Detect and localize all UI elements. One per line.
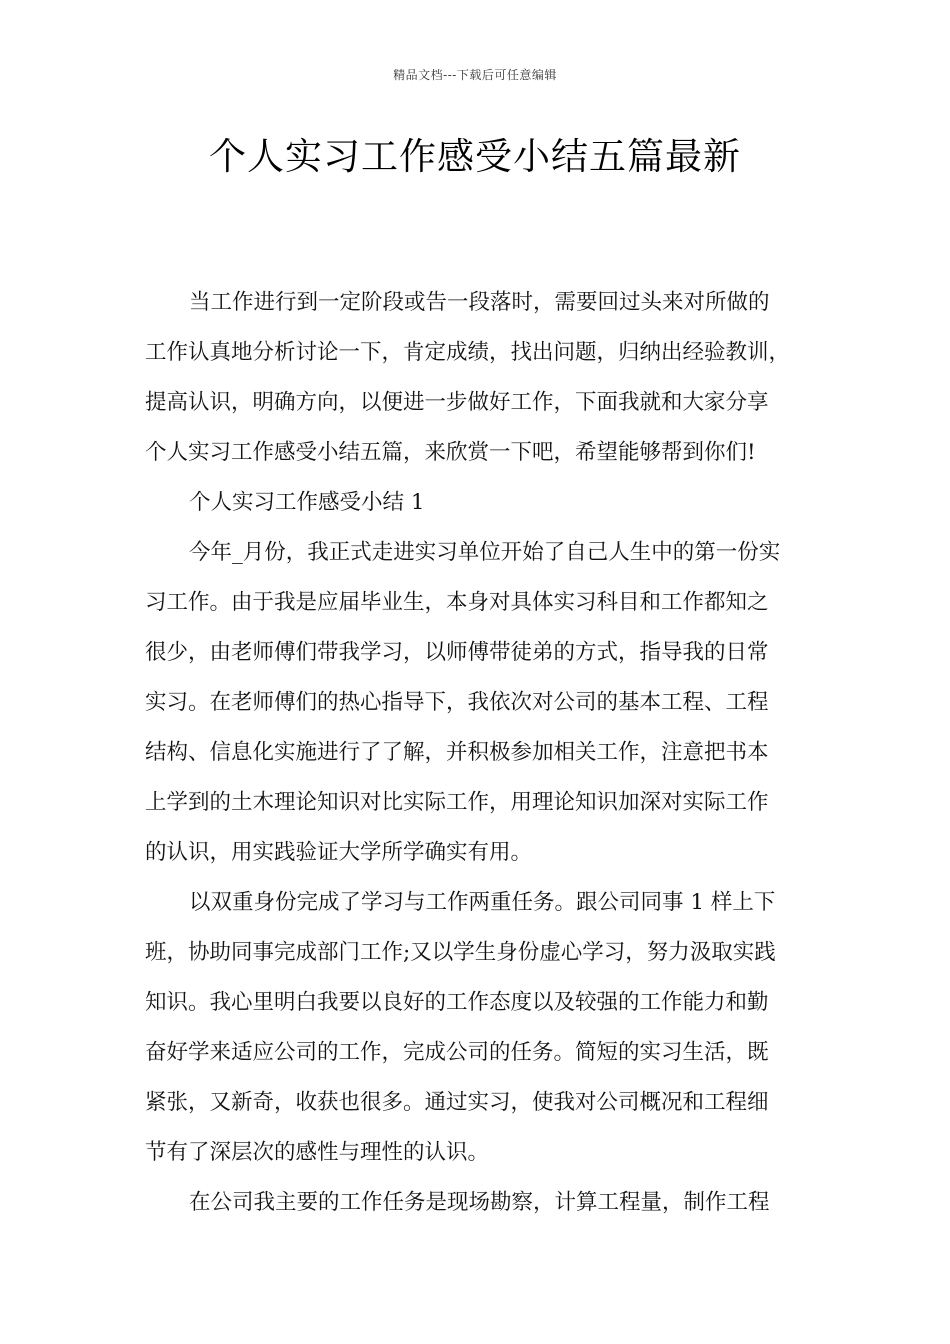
paragraph-line: 在公司我主要的工作任务是现场勘察，计算工程量，制作工程 — [189, 1190, 770, 1215]
paragraph-line: 知识。我心里明白我要以良好的工作态度以及较强的工作能力和勤 — [145, 990, 769, 1015]
paragraph-line: 上学到的土木理论知识对比实际工作，用理论知识加深对实际工作 — [145, 790, 769, 815]
paragraph-line: 提高认识，明确方向，以便进一步做好工作，下面我就和大家分享 — [145, 390, 769, 415]
paragraph-line: 班，协助同事完成部门工作;又以学生身份虚心学习，努力汲取实践 — [145, 940, 776, 965]
section-heading: 个人实习工作感受小结 1 — [189, 490, 425, 515]
paragraph-line: 实习。在老师傅们的热心指导下，我依次对公司的基本工程、工程 — [145, 690, 769, 715]
paragraph-line: 个人实习工作感受小结五篇，来欣赏一下吧，希望能够帮到你们! — [145, 440, 756, 465]
paragraph-line: 当工作进行到一定阶段或告一段落时，需要回过头来对所做的 — [189, 290, 770, 315]
document-title: 个人实习工作感受小结五篇最新 — [209, 135, 741, 178]
paragraph-line: 很少，由老师傅们带我学习，以师傅带徒弟的方式，指导我的日常 — [145, 640, 769, 665]
paragraph-line: 工作认真地分析讨论一下，肯定成绩，找出问题，归纳出经验教训， — [145, 340, 791, 365]
paragraph-line: 的认识，用实践验证大学所学确实有用。 — [145, 840, 533, 865]
paragraph-line: 以双重身份完成了学习与工作两重任务。跟公司同事 1 样上下 — [189, 890, 776, 915]
header-note: 精品文档---下载后可任意编辑 — [393, 68, 557, 82]
paragraph-line: 节有了深层次的感性与理性的认识。 — [145, 1140, 490, 1165]
document-body — [145, 278, 817, 1228]
paragraph-line: 奋好学来适应公司的工作，完成公司的任务。简短的实习生活，既 — [145, 1040, 769, 1065]
paragraph-line: 习工作。由于我是应届毕业生，本身对具体实习科目和工作都知之 — [145, 590, 769, 615]
paragraph-line: 结构、信息化实施进行了了解，并积极参加相关工作，注意把书本 — [145, 740, 769, 765]
paragraph-line: 今年_月份，我正式走进实习单位开始了自己人生中的第一份实 — [189, 540, 781, 565]
paragraph-line: 紧张，又新奇，收获也很多。通过实习，使我对公司概况和工程细 — [145, 1090, 769, 1115]
